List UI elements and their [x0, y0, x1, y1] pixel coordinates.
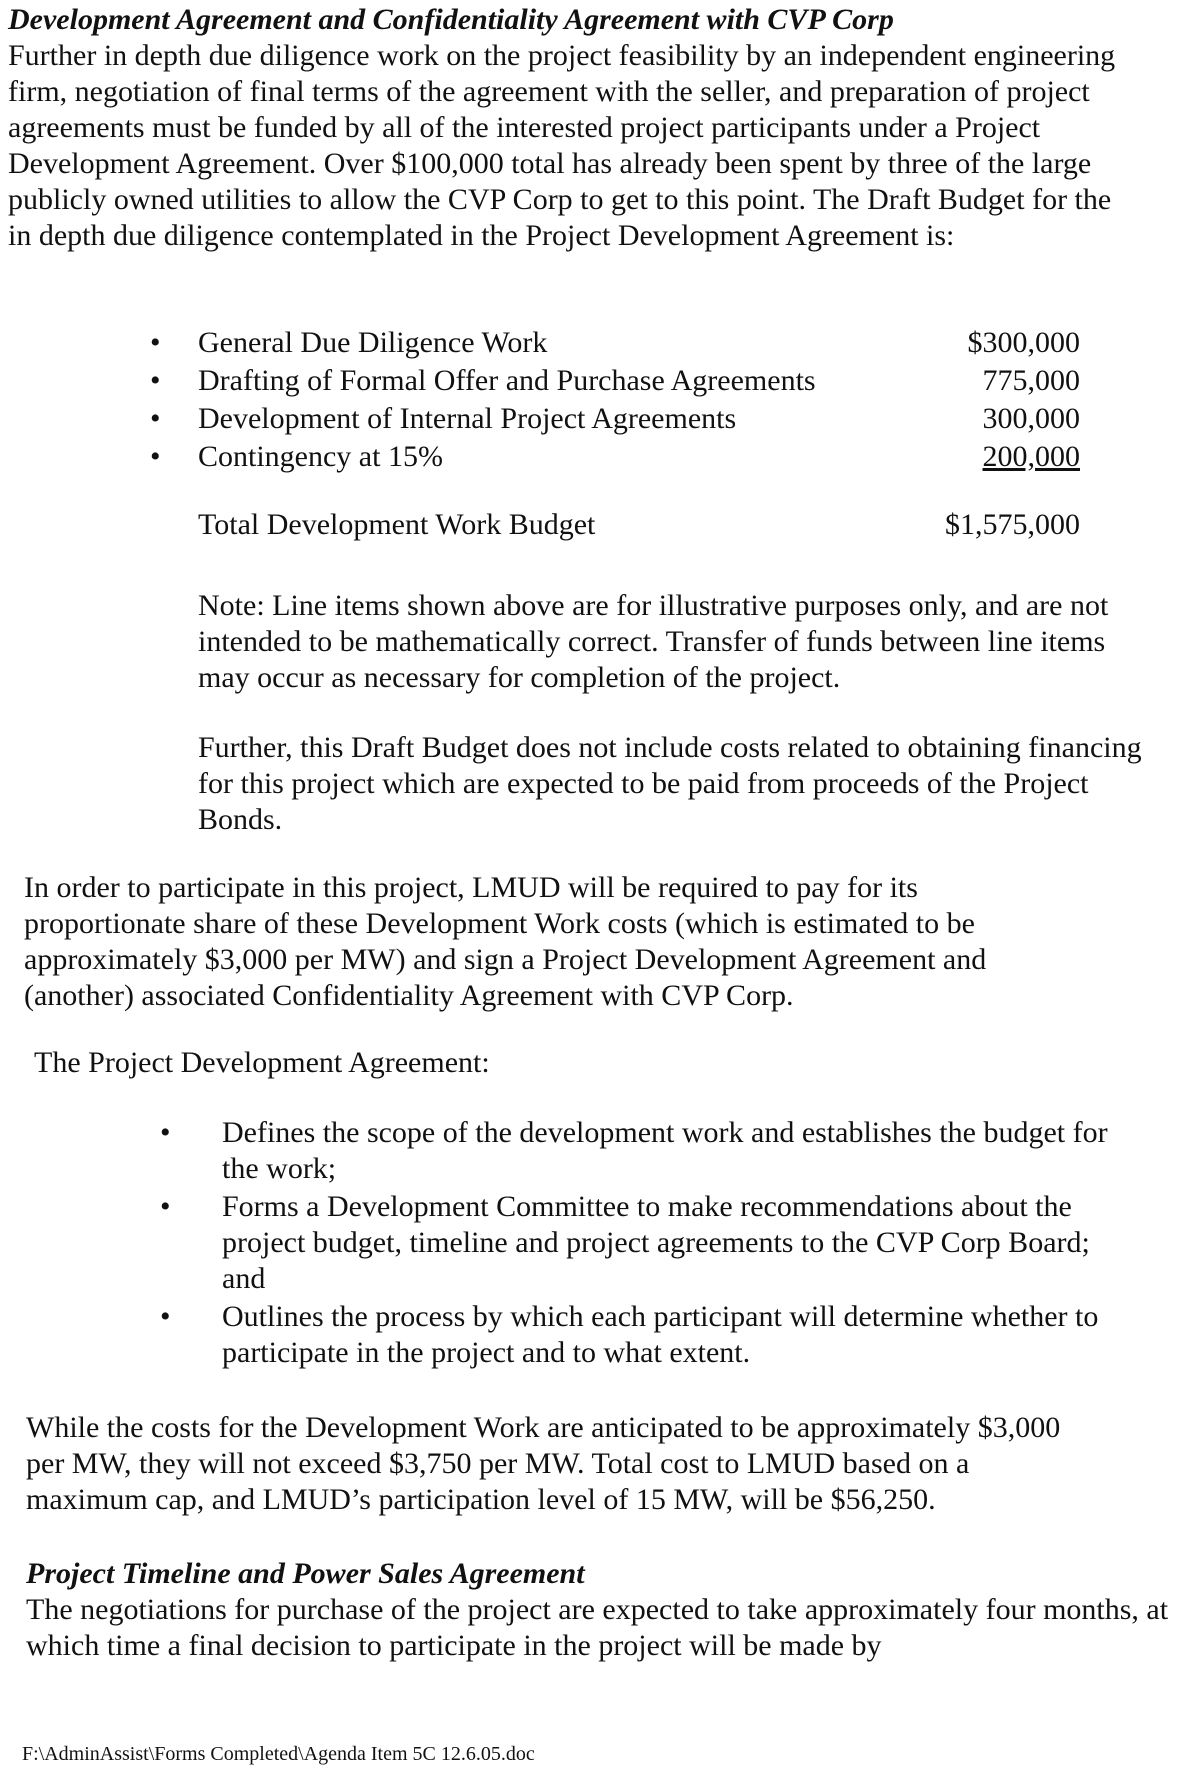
footer-path-text: F:\AdminAssist\Forms Completed\Agenda Item 5C 12.6.05.doc	[22, 1743, 535, 1765]
pda-intro-text: The Project Development Agreement:	[34, 1046, 490, 1079]
budget-notes	[198, 588, 1158, 838]
pda-list	[160, 1115, 1140, 1373]
costs-paragraph	[26, 1410, 1086, 1518]
budget-row	[150, 439, 1080, 477]
section-2	[26, 1556, 1176, 1664]
participation-paragraph	[24, 870, 1064, 1014]
bullet-icon: •	[150, 364, 161, 397]
list-item	[160, 1299, 1140, 1371]
bullet-icon: •	[150, 326, 161, 359]
bullet-icon: •	[160, 1190, 171, 1223]
budget-note-1: Note: Line items shown above are for illustrative purposes only, and are not intended to be mathematically correct. Transfer of funds between line items may occur as necessary for completion of the project.	[198, 589, 1109, 694]
section-1-heading: Development Agreement and Confidentiality Agreement with CVP Corp	[8, 3, 894, 36]
budget-item-label: General Due Diligence Work	[198, 326, 548, 359]
budget-total-amount: $1,575,000	[945, 508, 1080, 541]
budget-item-label: Contingency at 15%	[198, 440, 443, 473]
budget-row	[150, 363, 1080, 401]
bullet-icon: •	[160, 1300, 171, 1333]
budget-total-row	[150, 507, 1080, 545]
list-item-text: Defines the scope of the development work and establishes the budget for the work;	[222, 1116, 1108, 1185]
section-2-intro: The negotiations for purchase of the project are expected to take approximately four months, at which time a final decision to participate in the project will be made by	[26, 1593, 1169, 1662]
budget-item-label: Drafting of Formal Offer and Purchase Agreements	[198, 364, 816, 397]
section-1	[8, 2, 1188, 254]
list-item	[160, 1189, 1140, 1297]
bullet-icon: •	[160, 1116, 171, 1149]
participation-text: In order to participate in this project, LMUD will be required to pay for its proportionate share of these Development Work costs (which is estimated to be approximately $3,000 per MW) and sign a Project Development Agreement and (another) associated Confidentiality Agreement with CVP Corp.	[24, 871, 987, 1012]
list-item-text: Outlines the process by which each participant will determine whether to participate in the project and to what extent.	[222, 1300, 1099, 1369]
list-item-text: Forms a Development Committee to make recommendations about the project budget, timeline and project agreements to the CVP Corp Board; and	[222, 1190, 1090, 1295]
budget-item-amount: 775,000	[982, 364, 1080, 397]
budget-note-2: Further, this Draft Budget does not include costs related to obtaining financing for this project which are expected to be paid from proceeds of the Project Bonds.	[198, 731, 1142, 836]
bullet-icon: •	[150, 402, 161, 435]
bullet-icon: •	[150, 440, 161, 473]
costs-text: While the costs for the Development Work are anticipated to be approximately $3,000 per MW, they will not exceed $3,750 per MW. Total cost to LMUD based on a maximum cap, and LMUD’s participation level of 15 MW, will be $56,250.	[26, 1411, 1061, 1516]
budget-item-amount: 300,000	[982, 402, 1080, 435]
budget-row	[150, 325, 1080, 363]
budget-item-label: Development of Internal Project Agreements	[198, 402, 737, 435]
budget-row	[150, 401, 1080, 439]
section-2-heading: Project Timeline and Power Sales Agreement	[26, 1557, 585, 1590]
footer-file-path	[22, 1742, 922, 1766]
budget-table	[150, 325, 1080, 545]
budget-item-amount: 200,000	[982, 440, 1080, 473]
budget-item-amount: $300,000	[967, 326, 1080, 359]
section-1-intro: Further in depth due diligence work on the project feasibility by an independent engineering firm, negotiation of final terms of the agreement with the seller, and preparation of project agreements must be funded by all of the interested project participants under a Project Development Agreement. Over $100,000 total has already been spent by three of the large publicly owned utilities to allow the CVP Corp to get to this point. The Draft Budget for the in depth due diligence contemplated in the Project Development Agreement is:	[8, 39, 1116, 252]
list-item	[160, 1115, 1140, 1187]
pda-intro	[34, 1045, 934, 1081]
budget-total-label: Total Development Work Budget	[198, 508, 596, 541]
